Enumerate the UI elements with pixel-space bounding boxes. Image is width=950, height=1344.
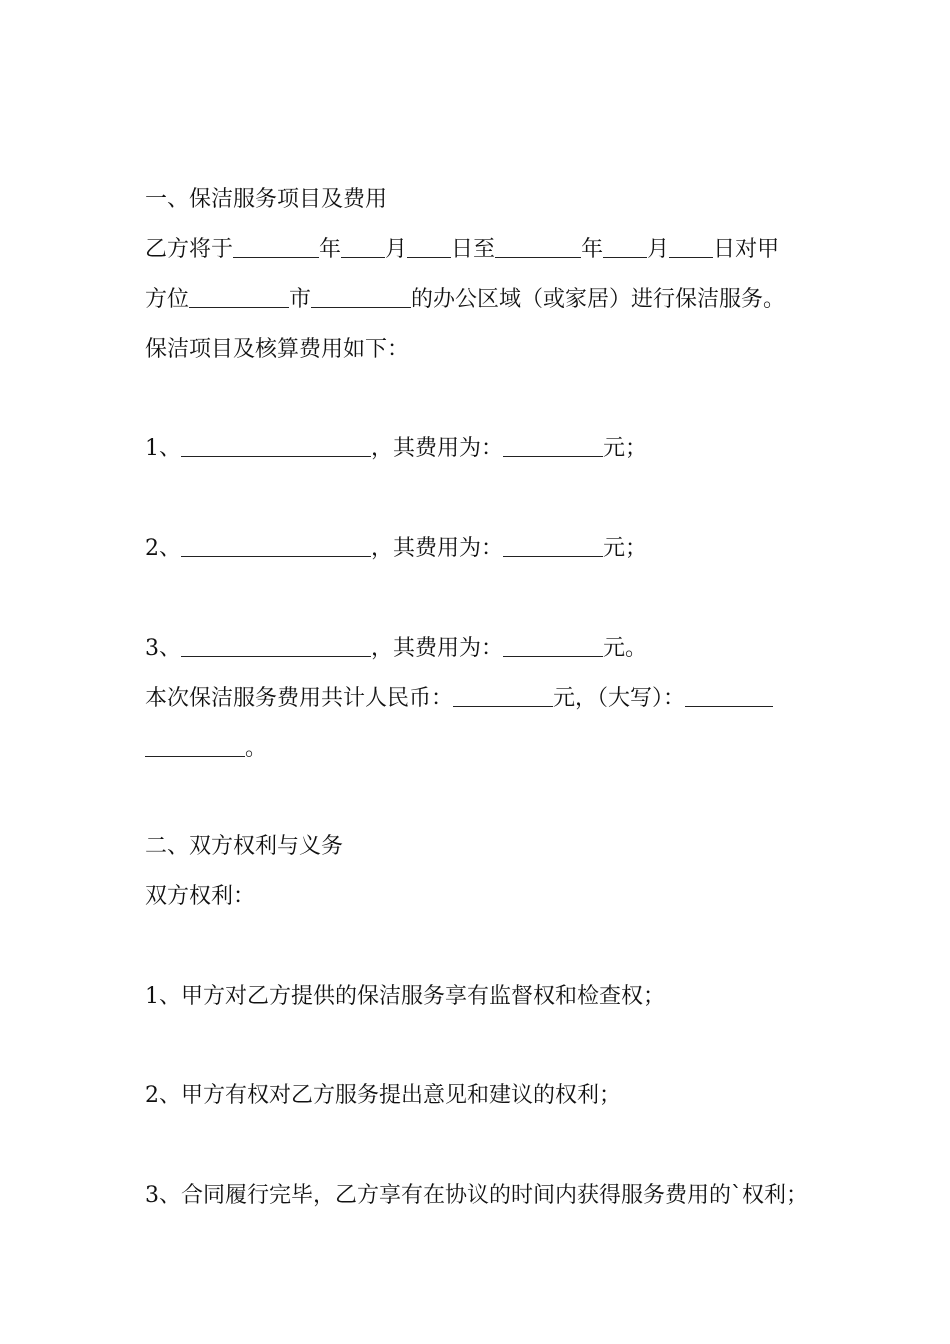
rights-item-2 bbox=[145, 1081, 621, 1111]
text-segment: 元； bbox=[603, 436, 648, 461]
text-segment: 的办公区域（或家居）进行保洁服务。 bbox=[411, 287, 786, 312]
rights-item-1 bbox=[145, 982, 665, 1012]
fee-item-2 bbox=[145, 534, 647, 564]
rights-subheading: 双方权利： bbox=[145, 884, 256, 909]
item-number: 3 bbox=[145, 1183, 159, 1208]
text-segment: 、 bbox=[159, 536, 182, 561]
start-day-blank[interactable] bbox=[407, 235, 451, 258]
text-segment: ，其费用为： bbox=[371, 636, 504, 661]
item-number: 1 bbox=[145, 984, 159, 1009]
text-segment: 元。 bbox=[603, 636, 648, 661]
text-segment: 日对甲 bbox=[713, 237, 780, 262]
text-segment: 年 bbox=[319, 237, 342, 262]
text-segment: 月 bbox=[647, 237, 670, 262]
item-name-blank[interactable] bbox=[181, 534, 371, 557]
item-name-blank[interactable] bbox=[181, 434, 371, 457]
item-fee-blank[interactable] bbox=[503, 634, 603, 657]
section2-heading: 二、双方权利与义务 bbox=[145, 834, 344, 859]
text-segment: 元； bbox=[603, 536, 648, 561]
item-fee-blank[interactable] bbox=[503, 534, 603, 557]
service-period-line bbox=[145, 235, 779, 265]
fee-item-3 bbox=[145, 634, 647, 664]
text-segment: 。 bbox=[245, 736, 268, 761]
text-segment: ，其费用为： bbox=[371, 436, 504, 461]
item-number: 2 bbox=[145, 536, 159, 561]
text-segment: 本次保洁服务费用共计人民币： bbox=[145, 686, 454, 711]
item-number: 2 bbox=[145, 1083, 159, 1108]
text-segment: 、 bbox=[159, 436, 182, 461]
text-segment: 元，（大写）： bbox=[553, 686, 686, 711]
service-location-line bbox=[145, 285, 785, 315]
text-segment: 日至 bbox=[451, 237, 496, 262]
items-intro: 保洁项目及核算费用如下： bbox=[145, 337, 410, 362]
section1-heading: 一、保洁服务项目及费用 bbox=[145, 187, 388, 212]
total-words-blank-continued[interactable] bbox=[145, 734, 245, 757]
text-segment: 方位 bbox=[145, 287, 190, 312]
location-blank[interactable] bbox=[189, 285, 289, 308]
total-fee-line bbox=[145, 684, 773, 714]
item-text: 、合同履行完毕，乙方享有在协议的时间内获得服务费用的`权利； bbox=[159, 1183, 809, 1208]
total-amount-blank[interactable] bbox=[453, 684, 553, 707]
fee-item-1 bbox=[145, 434, 647, 464]
end-year-blank[interactable] bbox=[495, 235, 581, 258]
item-text: 、甲方有权对乙方服务提出意见和建议的权利； bbox=[159, 1083, 622, 1108]
city-blank[interactable] bbox=[311, 285, 411, 308]
text-segment: ，其费用为： bbox=[371, 536, 504, 561]
total-fee-continuation bbox=[145, 734, 267, 764]
end-month-blank[interactable] bbox=[603, 235, 647, 258]
text-segment: 年 bbox=[581, 237, 604, 262]
text-segment: 月 bbox=[385, 237, 408, 262]
total-words-blank[interactable] bbox=[685, 684, 773, 707]
rights-item-3 bbox=[145, 1181, 808, 1211]
text-segment: 、 bbox=[159, 636, 182, 661]
item-fee-blank[interactable] bbox=[503, 434, 603, 457]
text-segment: 乙方将于 bbox=[145, 237, 234, 262]
end-day-blank[interactable] bbox=[669, 235, 713, 258]
item-number: 3 bbox=[145, 636, 159, 661]
start-year-blank[interactable] bbox=[233, 235, 319, 258]
start-month-blank[interactable] bbox=[341, 235, 385, 258]
item-number: 1 bbox=[145, 436, 159, 461]
text-segment: 市 bbox=[289, 287, 312, 312]
item-name-blank[interactable] bbox=[181, 634, 371, 657]
item-text: 、甲方对乙方提供的保洁服务享有监督权和检查权； bbox=[159, 984, 666, 1009]
